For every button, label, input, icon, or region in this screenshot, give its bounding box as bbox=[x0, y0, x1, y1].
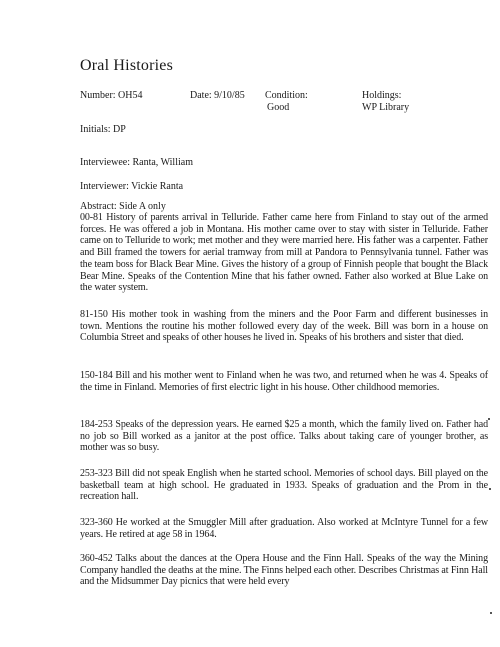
holdings-value: WP Library bbox=[362, 102, 410, 113]
abstract-paragraph: 253-323 Bill did not speak English when he started school. Memories of school days. Bill played on the basketball team at high school. He graduated in 1933. Speaks of graduation and the Prom in the recreation hall. bbox=[80, 468, 488, 503]
condition-value: Good bbox=[267, 102, 290, 113]
abstract-paragraph: 360-452 Talks about the dances at the Opera House and the Finn Hall. Speaks of the way the Mining Company handled the deaths at the mine. The Finns helped each other. Describes Christmas at Finn Hall and the Midsummer Day picnics that were held every bbox=[80, 553, 488, 588]
abstract-paragraph: 00-81 History of parents arrival in Telluride. Father came here from Finland to stay out of the armed forces. He was offered a job in Montana. His mother came over to stay with sister in Telluride. Father came on to Telluride to work; met mother and they were married here. His father was a carpenter. Father and Bill framed the towers for aerial tramway from mill at Pandora to Pennsylvania tunnel. Father was the team boss for Black Bear Mine. Gives the history of a group of Finnish people that bought the Black Bear Mine. Speaks of the Contention Mine that his father owned. Father also worked at Blue Lake on the water system. bbox=[80, 212, 488, 294]
abstract-paragraph: 81-150 His mother took in washing from the miners and the Poor Farm and different businesses in town. Mentions the routine his mother followed every day of the week. Bill was born in a house on Columbia Street and speaks of other houses he lived in. Speaks of his brothers and sister that died. bbox=[80, 309, 488, 344]
condition-field bbox=[265, 90, 308, 114]
record-number: Number: OH54 bbox=[80, 90, 143, 101]
interviewer: Interviewer: Vickie Ranta bbox=[80, 181, 184, 192]
holdings-label: Holdings: bbox=[362, 90, 402, 101]
holdings-field bbox=[362, 90, 409, 114]
abstract-paragraph: 150-184 Bill and his mother went to Finland when he was two, and returned when he was 4. Speaks of the time in Finland. Memories of first electric light in his house. Other childhood memories. bbox=[80, 370, 488, 393]
abstract-paragraph: 184-253 Speaks of the depression years. He earned $25 a month, which the family lived on. Father had no job so Bill worked as a janitor at the post office. Talks about taking care of younger brother, as mother was so busy. bbox=[80, 419, 488, 454]
abstract-heading: Abstract: Side A only bbox=[80, 201, 166, 212]
initials: Initials: DP bbox=[80, 124, 126, 135]
scan-speck bbox=[489, 488, 491, 490]
scan-speck bbox=[490, 612, 492, 614]
abstract-paragraph: 323-360 He worked at the Smuggler Mill after graduation. Also worked at McIntyre Tunnel for a few years. He retired at age 58 in 1964. bbox=[80, 517, 488, 540]
page-title: Oral Histories bbox=[80, 57, 174, 74]
condition-label: Condition: bbox=[265, 90, 308, 101]
scan-speck bbox=[488, 418, 490, 420]
interviewee: Interviewee: Ranta, William bbox=[80, 157, 193, 168]
record-date: Date: 9/10/85 bbox=[190, 90, 245, 101]
